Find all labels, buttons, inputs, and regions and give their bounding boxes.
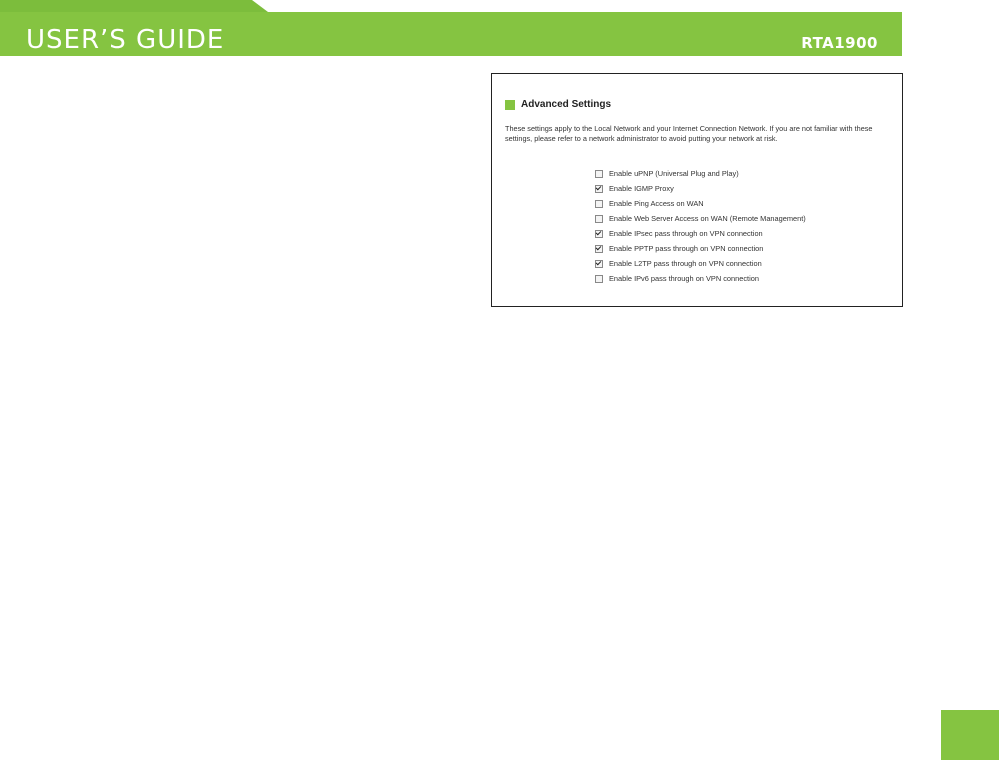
advanced-settings-screenshot [491,73,903,307]
option-label: Enable uPNP (Universal Plug and Play) [609,169,739,178]
option-label: Enable PPTP pass through on VPN connection [609,244,764,253]
pptp-passthrough-checkbox[interactable] [595,245,603,253]
green-square-icon [505,100,515,110]
ping-access-checkbox[interactable] [595,200,603,208]
option-label: Enable Web Server Access on WAN (Remote Management) [609,214,806,223]
option-ping-access [595,196,806,211]
ipsec-passthrough-checkbox[interactable] [595,230,603,238]
option-label: Enable IPsec pass through on VPN connection [609,229,763,238]
option-pptp-passthrough [595,241,806,256]
option-upnp [595,166,806,181]
options-list [595,166,806,286]
option-label: Enable IGMP Proxy [609,184,674,193]
option-label: Enable IPv6 pass through on VPN connection [609,274,759,283]
settings-description: These settings apply to the Local Network and your Internet Connection Network. If you are not familiar with these settings, please refer to a network administrator to avoid putting your network at risk. [505,124,873,143]
option-web-server-access [595,211,806,226]
igmp-proxy-checkbox[interactable] [595,185,603,193]
option-igmp-proxy [595,181,806,196]
guide-title: USER’S GUIDE [26,25,225,55]
page-corner-block [941,710,999,760]
web-server-access-checkbox[interactable] [595,215,603,223]
header-bar [0,12,902,56]
option-l2tp-passthrough [595,256,806,271]
model-number: RTA1900 [801,34,878,52]
l2tp-passthrough-checkbox[interactable] [595,260,603,268]
ipv6-passthrough-checkbox[interactable] [595,275,603,283]
upnp-checkbox[interactable] [595,170,603,178]
section-header [505,99,611,110]
option-ipv6-passthrough [595,271,806,286]
option-label: Enable Ping Access on WAN [609,199,704,208]
header-tab [0,0,268,12]
section-title: Advanced Settings [521,99,612,110]
option-ipsec-passthrough [595,226,806,241]
option-label: Enable L2TP pass through on VPN connection [609,259,762,268]
